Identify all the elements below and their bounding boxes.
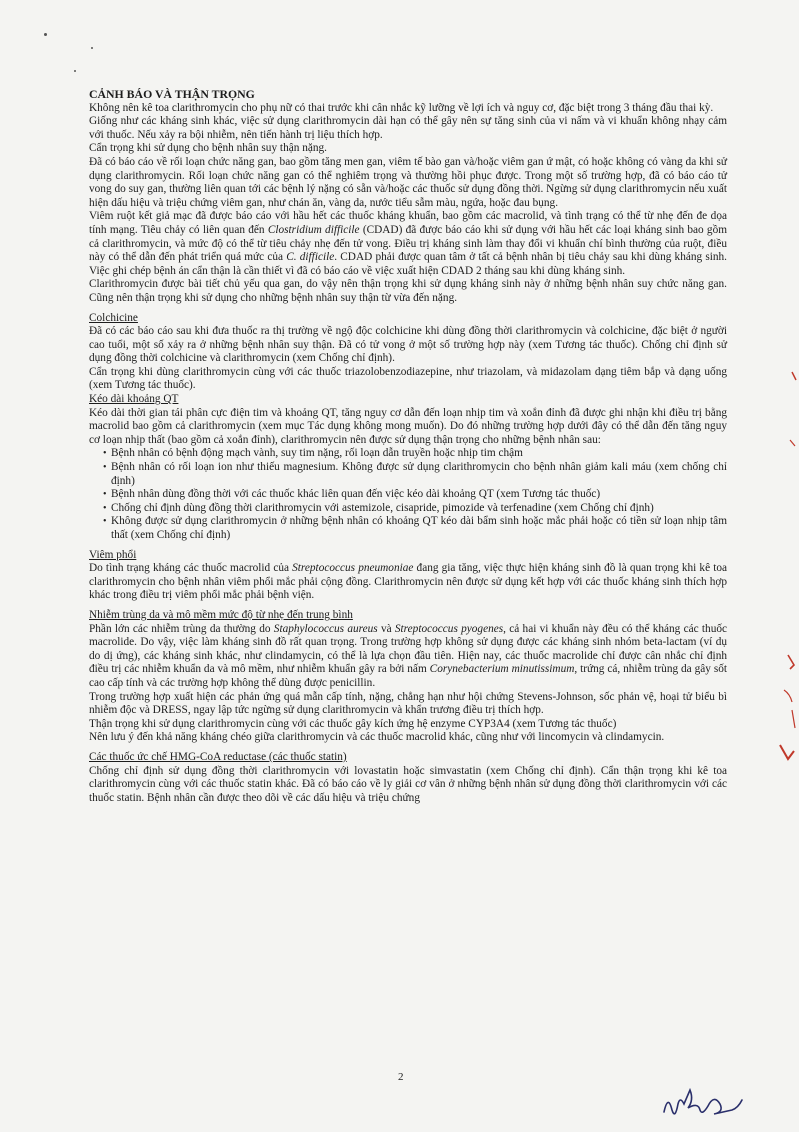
species-name: Streptococcus pneumoniae [292, 562, 414, 575]
paragraph-superinfection: Giống như các kháng sinh khác, việc sử dụng clarithromycin dài hạn có thể gây nên sự tăng sinh của vi nấm và vi khuẩn không nhạy cảm với thuốc. Nếu xảy ra bội nhiễm, nên tiến hành trị liệu thích hợp. [89, 115, 727, 141]
scan-speck [44, 33, 47, 36]
scan-speck [91, 47, 93, 49]
subheading-qt: Kéo dài khoảng QT [89, 393, 179, 406]
text-run: Phần lớn các nhiễm trùng da thường do [89, 622, 274, 635]
paragraph-pneumonia [89, 562, 727, 603]
paragraph-benzodiazepine: Cẩn trọng khi dùng clarithromycin cùng với các thuốc triazolobenzodiazepine, như triazolam, và midazolam dạng tiêm bắp và dạng uống (xem Tương tác thuốc). [89, 365, 727, 392]
species-name: C. difficile [286, 251, 335, 264]
list-item: • Bệnh nhân có rối loạn ion như thiếu magnesium. Không được sử dụng clarithromycin cho bệnh nhân giảm kali máu (xem chống chỉ định) [109, 461, 727, 488]
text-run: , cả hai vi khuẩn này đều có thể kháng các thuốc macrolide. Do vậy, việc làm kháng sinh đồ rất quan trọng. Trong trường hợp không sử dụng được các kháng sinh nhóm beta-lactam (ví dụ do dị ứng), các kháng sinh khác, như clindamycin, có thể là lựa chọn đầu tiên. Hiện nay, các thuốc macrolide chỉ được cân nhắc chỉ định điều trị các nhiễm khuẩn da và mô mềm, như nhiễm khuẩn gây ra bởi nấm [89, 622, 728, 676]
paragraph-cross-resistance: Nên lưu ý đến khả năng kháng chéo giữa clarithromycin và các thuốc macrolid khác, cũng như với lincomycin và clindamycin. [89, 731, 665, 744]
text-run: và [377, 622, 395, 635]
species-name: Staphylococcus aureus [273, 622, 378, 635]
paragraph-colchicine: Đã có các báo cáo sau khi đưa thuốc ra thị trường về ngộ độc colchicine khi dùng đồng thời clarithromycin và colchicine, đặc biệt ở người cao tuổi, một số xảy ra ở những bệnh nhân suy thận. Đã có tử vong ở một số trường hợp này (xem Tương tác thuốc). Chống chỉ định sử dụng đồng thời colchicine và clarithromycin (xem Chống chỉ định). [89, 325, 727, 365]
list-item: • Bệnh nhân dùng đồng thời với các thuốc khác liên quan đến việc kéo dài khoảng QT (xem Tương tác thuốc) [109, 488, 727, 502]
paragraph-pregnancy: Không nên kê toa clarithromycin cho phụ nữ có thai trước khi cân nhắc kỹ lưỡng về lợi ích và nguy cơ, đặc biệt trong 3 tháng đầu thai kỳ. [89, 101, 714, 114]
subheading-pneumonia: Viêm phổi [89, 548, 137, 561]
paragraph-hypersensitivity: Trong trường hợp xuất hiện các phản ứng quá mẫn cấp tính, nặng, chẳng hạn như hội chứng Stevens-Johnson, sốc phản vệ, hoại tử biểu bì nhiễm độc và DRESS, ngay lập tức ngừng sử dụng clarithromycin và khẩn trương điều trị thích hợp. [89, 690, 727, 717]
list-item: • Bệnh nhân có bệnh động mạch vành, suy tim nặng, rối loạn dẫn truyền hoặc nhịp tim chậm [109, 447, 727, 461]
text-run: (CDAD) đã được báo cáo khi sử dụng với hầu hết các loại kháng sinh bao gồm cả clarithromycin, và mức độ có thể từ tiêu chảy nhẹ đến tử vong. Điều trị kháng sinh làm thay đổi vi khuẩn chí bình thường của ruột, điều này có thể dẫn đến phát triển quá mức của [89, 223, 727, 264]
red-scan-marks [770, 360, 799, 780]
paragraph-cyp3a4: Thận trọng khi sử dụng clarithromycin cùng với các thuốc gây kích ứng hệ enzyme CYP3A4 (xem Tương tác thuốc) [89, 717, 617, 730]
paragraph-liver-excretion: Clarithromycin được bài tiết chủ yếu qua gan, do vậy nên thận trọng khi sử dụng kháng sinh này ở những bệnh nhân suy chức năng gan. Cũng nên thận trọng khi sử dụng cho những bệnh nhân suy thận từ vừa đến nặng. [89, 278, 727, 304]
subheading-skin: Nhiễm trùng da và mô mềm mức độ từ nhẹ đến trung bình [89, 608, 353, 621]
handwritten-initials [660, 1082, 760, 1122]
qt-risk-list [89, 447, 727, 542]
page-number: 2 [398, 1071, 404, 1083]
list-item: • Không được sử dụng clarithromycin ở những bệnh nhân có khoảng QT kéo dài bẩm sinh hoặc mắc phải hoặc có tiền sử loạn nhịp tâm thất (xem Chống chỉ định) [109, 515, 727, 542]
list-item: • Chống chỉ định dùng đồng thời clarithromycin với astemizole, cisapride, pimozide và terfenadine (xem Chống chỉ định) [109, 502, 727, 516]
paragraph-statin: Chống chỉ định sử dụng đồng thời clarithromycin với lovastatin hoặc simvastatin (xem Chống chỉ định). Cẩn thận trọng khi kê toa clarithromycin cùng với các thuốc statin khác. Đã có báo cáo về ly giải cơ vân ở những bệnh nhân sử dụng đồng thời clarithromycin với các thuốc statin. Bệnh nhân cần được theo dõi về các dấu hiệu và triệu chứng [89, 764, 727, 804]
document-body [89, 88, 727, 805]
paragraph-skin [89, 623, 727, 691]
paragraph-qt: Kéo dài thời gian tái phân cực điện tim và khoảng QT, tăng nguy cơ dẫn đến loạn nhịp tim và xoắn đỉnh đã được ghi nhận khi điều trị bằng macrolid bao gồm cả clarithromycin (xem mục Tác dụng không mong muốn). Do đó những trường hợp dưới đây có thể dẫn đến tăng nguy cơ loạn nhịp thất (bao gồm cả xoắn đỉnh), clarithromycin nên được sử dụng thận trọng cho những bệnh nhân sau: [89, 406, 727, 446]
paragraph-hepatic: Đã có báo cáo về rối loạn chức năng gan, bao gồm tăng men gan, viêm tế bào gan và/hoặc viêm gan ứ mật, có hoặc không có vàng da khi sử dụng clarithromycin. Rối loạn chức năng gan có thể nghiêm trọng và thường hồi phục được. Trong một số trường hợp, đã có báo cáo tử vong do suy gan, thường liên quan tới các bệnh lý nặng có sẵn và/hoặc các thuốc sử dụng đồng thời. Ngừng sử dụng clarithromycin nếu xuất hiện dấu hiệu và triệu chứng viêm gan, như chán ăn, vàng da, nước tiểu sẫm màu, ngứa, hoặc đau bụng. [89, 155, 727, 209]
text-run: . CDAD phải được quan tâm ở tất cả bệnh nhân bị tiêu chảy sau khi dùng kháng sinh. Việc ghi chép bệnh án cẩn thận là cần thiết vì đã có báo cáo về việc xuất hiện CDAD 2 tháng sau khi dùng kháng sinh. [89, 251, 727, 277]
text-run: Viêm ruột kết giả mạc đã được báo cáo với hầu hết các thuốc kháng khuẩn, bao gồm các macrolid, và tình trạng có thể từ nhẹ đến đe dọa tính mạng. Tiêu chảy có liên quan đến [89, 210, 727, 236]
paragraph-cdad [89, 210, 727, 278]
section-title: CẢNH BÁO VÀ THẬN TRỌNG [89, 87, 255, 101]
paragraph-renal: Cẩn trọng khi sử dụng cho bệnh nhân suy thận nặng. [89, 142, 327, 155]
subheading-colchicine: Colchicine [89, 311, 138, 324]
species-name: Streptococcus pyogenes [394, 622, 504, 635]
species-name: Corynebacterium minutissimum [429, 663, 575, 676]
text-run: , trứng cá, nhiễm trùng da gây sốt cao cấp tính và các trường hợp không thể dùng được penicillin. [89, 663, 728, 689]
subheading-statin: Các thuốc ức chế HMG-CoA reductase (các thuốc statin) [89, 750, 347, 763]
species-name: Clostridium difficile [267, 223, 360, 236]
scan-speck [74, 70, 76, 72]
text-run: đang gia tăng, việc thực hiện kháng sinh đồ là quan trọng khi kê toa clarithromycin cho bệnh nhân viêm phổi mắc phải cộng đồng. Clarithromycin nên được sử dụng kết hợp với các thuốc kháng sinh thích hợp khác trong điều trị viêm phổi mắc phải bệnh viện. [89, 562, 728, 602]
text-run: Do tình trạng kháng các thuốc macrolid của [89, 562, 293, 575]
